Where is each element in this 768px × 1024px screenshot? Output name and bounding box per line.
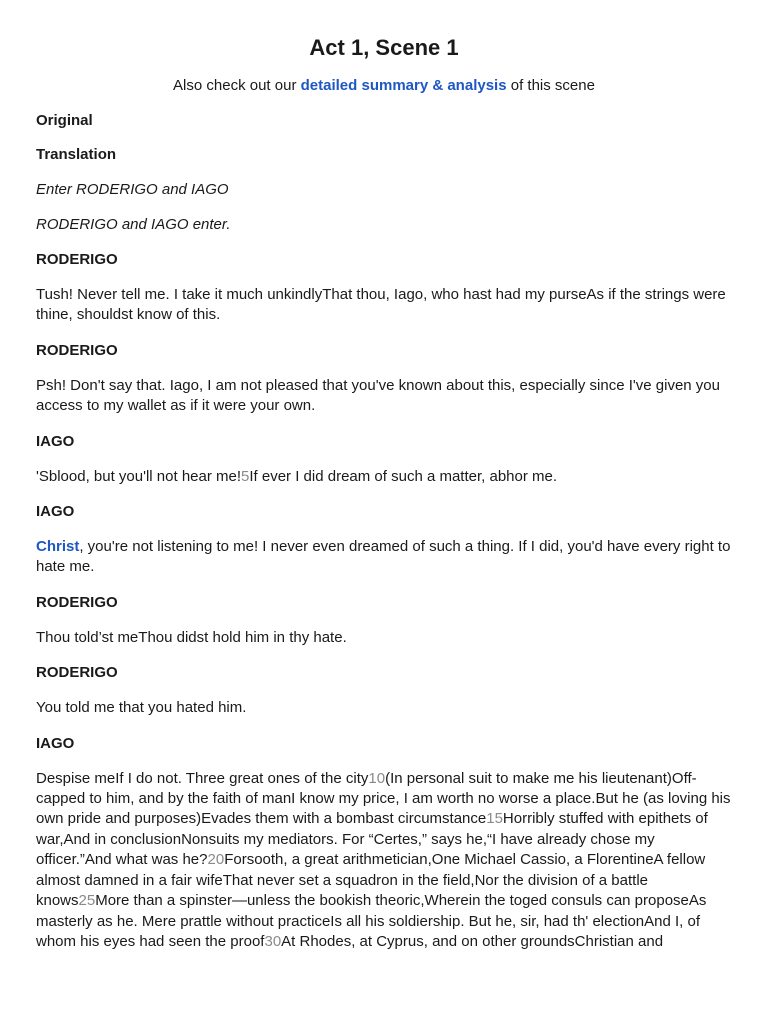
translation-line: You told me that you hated him. [36,699,247,717]
summary-promo [36,76,732,96]
speaker-name: RODERIGO [36,251,118,268]
stage-direction-original: Enter RODERIGO and IAGO [36,181,229,198]
line-text: Horribly stuffed with epithets of war,And in conclusionNonsuits my mediators. For “Certes,” says he,“I have already chose my officer.”And what was he? [36,810,708,869]
line-number: 25 [78,892,96,910]
speaker-name: RODERIGO [36,593,118,611]
speaker-name: IAGO [36,734,75,752]
speaker-name: RODERIGO [36,664,118,682]
line-text: If ever I did dream of such a matter, abhor me. [249,467,558,485]
speaker-name: IAGO [36,432,75,450]
line-number: 15 [486,810,503,828]
line-number: 10 [368,769,386,787]
summary-promo-prefix: Also check out our [173,77,301,94]
line-text: Forsooth, a great arithmetician,One Michael Cassio, a FlorentineA fellow almost damned in a fair wifeThat never set a squadron in the field,Nor the division of a battle knows [36,851,706,910]
speaker-name: RODERIGO [36,341,118,359]
summary-analysis-link[interactable]: detailed summary & analysis [300,77,507,94]
line-number: 20 [207,851,225,869]
line-number: 5 [241,467,250,485]
line-text: Despise meIf I do not. Three great ones of the city [36,769,369,787]
translation-label: Translation [36,146,117,163]
original-label: Original [36,112,93,129]
line-text: More than a spinster—unless the bookish theoric,Wherein the toged consuls can proposeAs masterly as he. Mere prattle without practiceIs all his soldiership. But he, sir, had th' electionAnd I, of whom his eyes had seen the proof [36,892,707,950]
line-text: 'Sblood, but you'll not hear me! [36,467,242,485]
page-title: Act 1, Scene 1 [309,35,459,60]
original-line [36,769,732,953]
line-text: At Rhodes, at Cyprus, and on other groundsChristian and [281,932,664,950]
stage-direction-translation: RODERIGO and IAGO enter. [36,216,231,233]
line-number: 30 [264,932,282,950]
translation-line: Psh! Don't say that. Iago, I am not pleased that you've known about this, especially since I've given you access to my wallet as if it were your own. [36,376,720,415]
original-line [36,467,732,487]
line-text: , you're not listening to me! I never even dreamed of such a thing. If I did, you'd have every right to hate me. [36,538,731,576]
original-line: Tush! Never tell me. I take it much unkindlyThat thou, Iago, who hast had my purseAs if the strings were thine, shouldst know of this. [36,286,726,324]
line-text: (In personal suit to make me his lieutenant)Off-capped to him, and by the faith of manI know my price, I am worth no worse a place.But he (as loving his own pride and purposes)Evades them with a bombast circumstance [36,769,731,828]
original-line: Thou told’st meThou didst hold him in thy hate. [36,628,347,646]
translation-line [36,537,732,578]
summary-promo-suffix: of this scene [506,77,595,94]
speaker-name: IAGO [36,503,75,521]
glossary-link-christ[interactable]: Christ [36,538,80,556]
